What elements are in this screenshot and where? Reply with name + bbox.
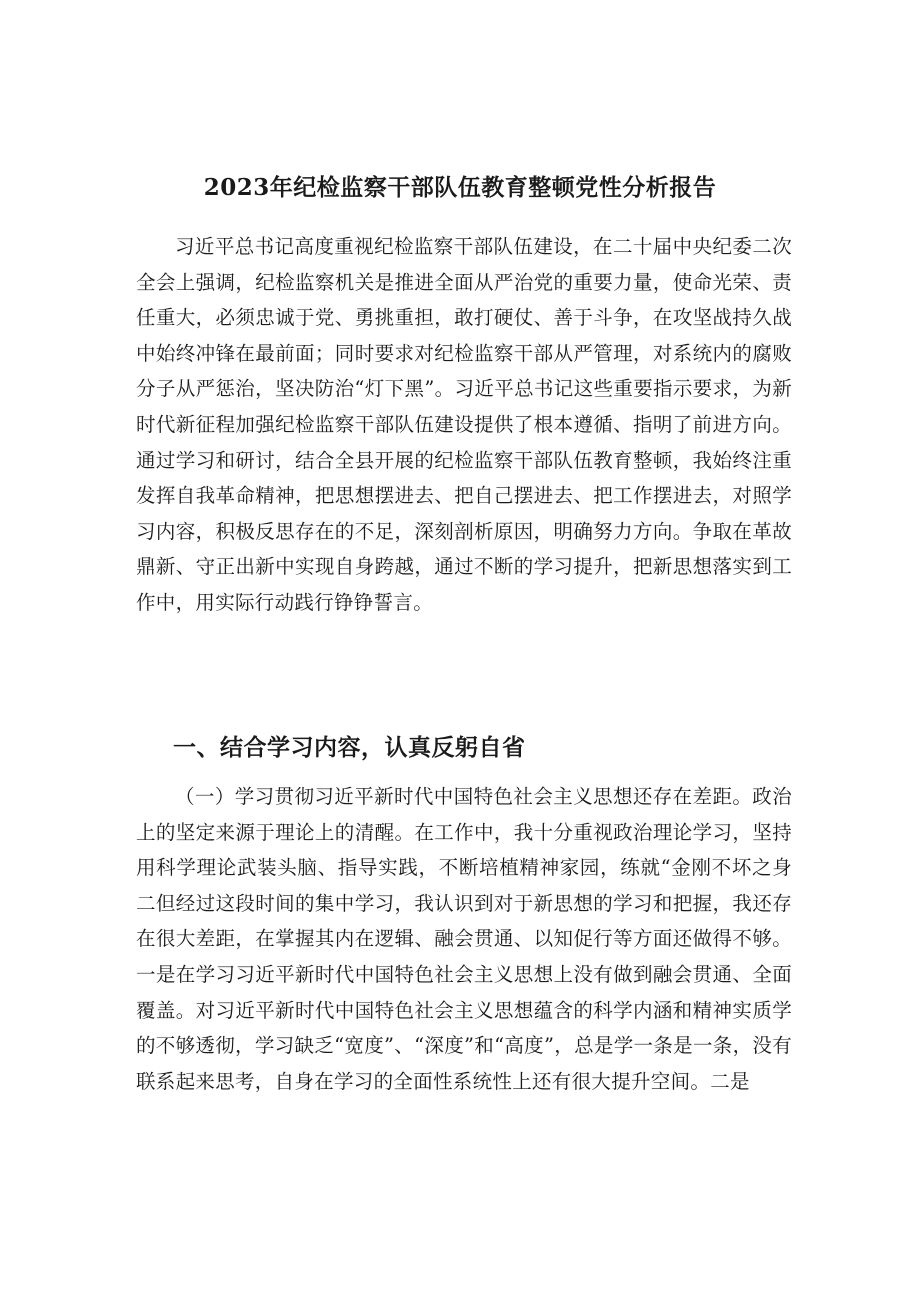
intro-paragraph: 习近平总书记高度重视纪检监察干部队伍建设，在二十届中央纪委二次全会上强调，纪检监察机关是推进全面从严治党的重要力量，使命光荣、责任重大，必须忠诚于党、勇挑重担，敢打硬仗、善于斗争，在攻坚战持久战中始终冲锋在最前面；同时要求对纪检监察干部从严管理，对系统内的腐败分子从严惩治，坚决防治“灯下黑”。习近平总书记这些重要指示要求，为新时代新征程加强纪检监察干部队伍建设提供了根本遵循、指明了前进方向。通过学习和研讨，结合全县开展的纪检监察干部队伍教育整顿，我始终注重发挥自我革命精神，把思想摆进去、把自己摆进去、把工作摆进去，对照学习内容，积极反思存在的不足，深刻剖析原因，明确努力方向。争取在革故鼎新、守正出新中实现自身跨越，通过不断的学习提升，把新思想落实到工作中，用实际行动践行铮铮誓言。	[136, 235, 792, 614]
document-title: 2023年纪检监察干部队伍教育整顿党性分析报告	[203, 174, 717, 201]
section-heading: 一、结合学习内容，认真反躬自省	[173, 735, 526, 761]
section-paragraph: （一）学习贯彻习近平新时代中国特色社会主义思想还存在差距。政治上的坚定来源于理论上的清醒。在工作中，我十分重视政治理论学习，坚持用科学理论武装头脑、指导实践，不断培植精神家园，练就“金刚不坏之身二但经过这段时间的集中学习，我认识到对于新思想的学习和把握，我还存在很大差距，在掌握其内在逻辑、融会贯通、以知促行等方面还做得不够。一是在学习习近平新时代中国特色社会主义思想上没有做到融会贯通、全面覆盖。对习近平新时代中国特色社会主义思想蕴含的科学内涵和精神实质学的不够透彻，学习缺乏“宽度”、“深度”和“高度”，总是学一条是一条，没有联系起来思考，自身在学习的全面性系统性上还有很大提升空间。二是	[136, 785, 792, 1093]
